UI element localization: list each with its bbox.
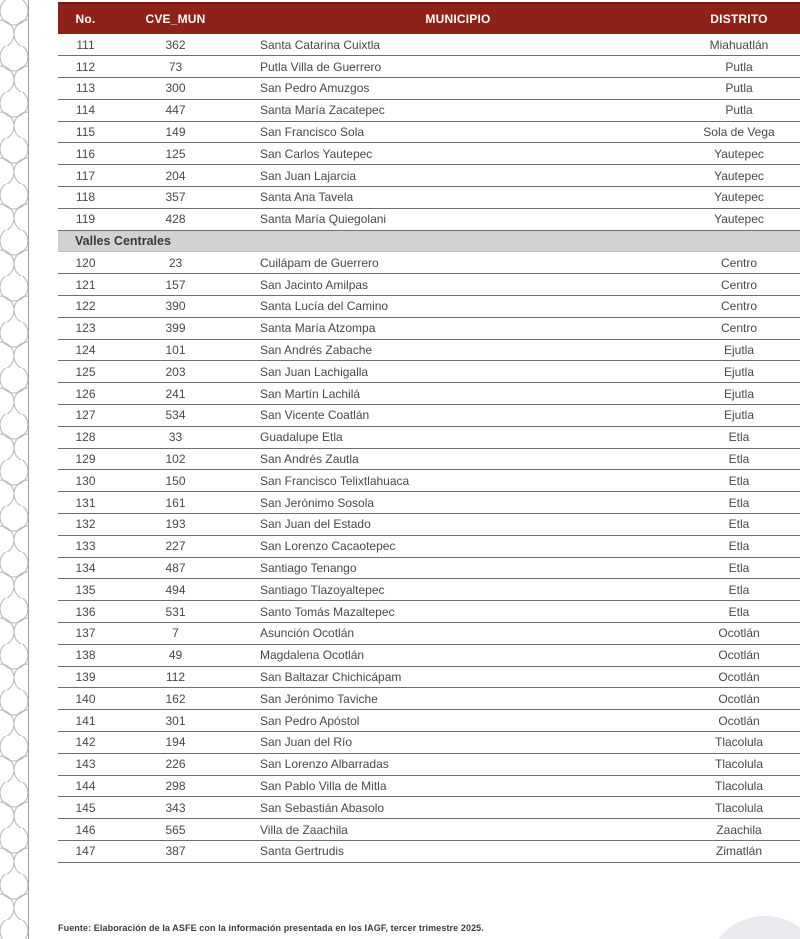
distrito-cell: Yautepec	[678, 208, 800, 230]
cve-cell: 49	[113, 644, 238, 666]
distrito-cell: Etla	[678, 535, 800, 557]
table-row	[58, 252, 800, 274]
no-cell: 140	[58, 688, 113, 710]
municipio-cell: Magdalena Ocotlán	[238, 644, 678, 666]
cve-cell: 7	[113, 623, 238, 645]
cve-cell: 447	[113, 99, 238, 121]
column-header-distrito: DISTRITO	[678, 3, 800, 34]
municipio-cell: San Vicente Coatlán	[238, 405, 678, 427]
distrito-cell: Putla	[678, 56, 800, 78]
municipio-cell: San Sebastián Abasolo	[238, 797, 678, 819]
distrito-cell: Miahuatlán	[678, 34, 800, 56]
table-row	[58, 623, 800, 645]
cve-cell: 226	[113, 753, 238, 775]
no-cell: 142	[58, 732, 113, 754]
no-cell: 114	[58, 99, 113, 121]
table-row	[58, 34, 800, 56]
table-row	[58, 514, 800, 536]
table-header	[58, 3, 800, 34]
no-cell: 116	[58, 143, 113, 165]
no-cell: 111	[58, 34, 113, 56]
cve-cell: 101	[113, 339, 238, 361]
municipalities-table-wrap	[58, 2, 800, 863]
municipio-cell: Santa María Atzompa	[238, 317, 678, 339]
cve-cell: 487	[113, 557, 238, 579]
cve-cell: 227	[113, 535, 238, 557]
no-cell: 126	[58, 383, 113, 405]
distrito-cell: Etla	[678, 601, 800, 623]
table-row	[58, 775, 800, 797]
no-cell: 143	[58, 753, 113, 775]
table-row	[58, 644, 800, 666]
table-row	[58, 753, 800, 775]
no-cell: 112	[58, 56, 113, 78]
distrito-cell: Centro	[678, 274, 800, 296]
municipio-cell: San Juan Lachigalla	[238, 361, 678, 383]
table-row	[58, 535, 800, 557]
municipio-cell: Santa Lucía del Camino	[238, 296, 678, 318]
no-cell: 125	[58, 361, 113, 383]
no-cell: 145	[58, 797, 113, 819]
distrito-cell: Etla	[678, 426, 800, 448]
municipio-cell: San Juan Lajarcia	[238, 165, 678, 187]
table-row	[58, 557, 800, 579]
cve-cell: 390	[113, 296, 238, 318]
distrito-cell: Sola de Vega	[678, 121, 800, 143]
distrito-cell: Centro	[678, 296, 800, 318]
distrito-cell: Centro	[678, 317, 800, 339]
municipalities-table	[58, 2, 800, 863]
cve-cell: 399	[113, 317, 238, 339]
table-row	[58, 187, 800, 209]
cve-cell: 161	[113, 492, 238, 514]
table-row	[58, 732, 800, 754]
distrito-cell: Zaachila	[678, 819, 800, 841]
table-row	[58, 448, 800, 470]
cve-cell: 102	[113, 448, 238, 470]
cve-cell: 241	[113, 383, 238, 405]
no-cell: 128	[58, 426, 113, 448]
distrito-cell: Ocotlán	[678, 666, 800, 688]
distrito-cell: Ocotlán	[678, 623, 800, 645]
no-cell: 134	[58, 557, 113, 579]
no-cell: 132	[58, 514, 113, 536]
distrito-cell: Ocotlán	[678, 644, 800, 666]
header-row	[58, 3, 800, 34]
cve-cell: 357	[113, 187, 238, 209]
table-row	[58, 666, 800, 688]
municipio-cell: Santa Catarina Cuixtla	[238, 34, 678, 56]
distrito-cell: Etla	[678, 492, 800, 514]
municipio-cell: San Jerónimo Sosola	[238, 492, 678, 514]
distrito-cell: Ejutla	[678, 383, 800, 405]
table-row	[58, 383, 800, 405]
table-row	[58, 99, 800, 121]
distrito-cell: Centro	[678, 252, 800, 274]
no-cell: 130	[58, 470, 113, 492]
cve-cell: 565	[113, 819, 238, 841]
cve-cell: 23	[113, 252, 238, 274]
municipio-cell: San Francisco Sola	[238, 121, 678, 143]
table-row	[58, 296, 800, 318]
cve-cell: 343	[113, 797, 238, 819]
municipio-cell: San Pedro Amuzgos	[238, 78, 678, 100]
table-row	[58, 56, 800, 78]
distrito-cell: Etla	[678, 579, 800, 601]
no-cell: 115	[58, 121, 113, 143]
municipio-cell: Guadalupe Etla	[238, 426, 678, 448]
cve-cell: 301	[113, 710, 238, 732]
table-row	[58, 208, 800, 230]
municipio-cell: Santiago Tenango	[238, 557, 678, 579]
table-row	[58, 426, 800, 448]
municipio-cell: San Andrés Zautla	[238, 448, 678, 470]
cve-cell: 193	[113, 514, 238, 536]
table-row	[58, 339, 800, 361]
section-row	[58, 230, 800, 252]
no-cell: 146	[58, 819, 113, 841]
no-cell: 133	[58, 535, 113, 557]
distrito-cell: Ejutla	[678, 405, 800, 427]
table-row	[58, 405, 800, 427]
municipio-cell: San Baltazar Chichicápam	[238, 666, 678, 688]
cve-cell: 362	[113, 34, 238, 56]
municipio-cell: Santo Tomás Mazaltepec	[238, 601, 678, 623]
municipio-cell: San Martín Lachilá	[238, 383, 678, 405]
distrito-cell: Putla	[678, 78, 800, 100]
column-header-no: No.	[58, 3, 113, 34]
cve-cell: 194	[113, 732, 238, 754]
distrito-cell: Ejutla	[678, 361, 800, 383]
table-row	[58, 710, 800, 732]
no-cell: 118	[58, 187, 113, 209]
no-cell: 136	[58, 601, 113, 623]
table-body	[58, 34, 800, 862]
no-cell: 120	[58, 252, 113, 274]
table-row	[58, 274, 800, 296]
cve-cell: 157	[113, 274, 238, 296]
distrito-cell: Ejutla	[678, 339, 800, 361]
municipio-cell: San Pedro Apóstol	[238, 710, 678, 732]
table-row	[58, 579, 800, 601]
municipio-cell: Santa María Quiegolani	[238, 208, 678, 230]
cve-cell: 112	[113, 666, 238, 688]
distrito-cell: Ocotlán	[678, 688, 800, 710]
distrito-cell: Etla	[678, 448, 800, 470]
cve-cell: 387	[113, 840, 238, 862]
corner-circle-decoration	[706, 916, 800, 939]
source-note: Fuente: Elaboración de la ASFE con la información presentada en los IAGF, tercer trimestre 2025.	[58, 923, 484, 933]
municipio-cell: San Juan del Río	[238, 732, 678, 754]
distrito-cell: Tlacolula	[678, 775, 800, 797]
municipio-cell: Villa de Zaachila	[238, 819, 678, 841]
cve-cell: 203	[113, 361, 238, 383]
no-cell: 137	[58, 623, 113, 645]
no-cell: 122	[58, 296, 113, 318]
cve-cell: 73	[113, 56, 238, 78]
cve-cell: 149	[113, 121, 238, 143]
municipio-cell: San Francisco Telixtlahuaca	[238, 470, 678, 492]
distrito-cell: Tlacolula	[678, 732, 800, 754]
table-row	[58, 121, 800, 143]
municipio-cell: San Lorenzo Cacaotepec	[238, 535, 678, 557]
cve-cell: 298	[113, 775, 238, 797]
municipio-cell: San Lorenzo Albarradas	[238, 753, 678, 775]
municipio-cell: Asunción Ocotlán	[238, 623, 678, 645]
cve-cell: 494	[113, 579, 238, 601]
cve-cell: 204	[113, 165, 238, 187]
cve-cell: 33	[113, 426, 238, 448]
table-row	[58, 361, 800, 383]
table-row	[58, 797, 800, 819]
municipio-cell: Santiago Tlazoyaltepec	[238, 579, 678, 601]
distrito-cell: Putla	[678, 99, 800, 121]
cve-cell: 125	[113, 143, 238, 165]
municipio-cell: San Juan del Estado	[238, 514, 678, 536]
no-cell: 119	[58, 208, 113, 230]
municipio-cell: Santa María Zacatepec	[238, 99, 678, 121]
municipio-cell: Santa Gertrudis	[238, 840, 678, 862]
decorative-circles-pattern	[0, 0, 30, 939]
distrito-cell: Etla	[678, 470, 800, 492]
municipio-cell: Cuilápam de Guerrero	[238, 252, 678, 274]
cve-cell: 150	[113, 470, 238, 492]
no-cell: 135	[58, 579, 113, 601]
no-cell: 144	[58, 775, 113, 797]
municipio-cell: San Jacinto Amilpas	[238, 274, 678, 296]
no-cell: 113	[58, 78, 113, 100]
table-row	[58, 317, 800, 339]
distrito-cell: Yautepec	[678, 143, 800, 165]
cve-cell: 162	[113, 688, 238, 710]
column-header-cve-mun: CVE_MUN	[113, 3, 238, 34]
no-cell: 117	[58, 165, 113, 187]
table-row	[58, 688, 800, 710]
cve-cell: 300	[113, 78, 238, 100]
table-row	[58, 492, 800, 514]
no-cell: 141	[58, 710, 113, 732]
no-cell: 124	[58, 339, 113, 361]
distrito-cell: Etla	[678, 514, 800, 536]
cve-cell: 534	[113, 405, 238, 427]
municipio-cell: San Pablo Villa de Mitla	[238, 775, 678, 797]
no-cell: 129	[58, 448, 113, 470]
section-label: Valles Centrales	[58, 230, 800, 252]
no-cell: 147	[58, 840, 113, 862]
municipio-cell: Putla Villa de Guerrero	[238, 56, 678, 78]
municipio-cell: San Andrés Zabache	[238, 339, 678, 361]
municipio-cell: San Carlos Yautepec	[238, 143, 678, 165]
table-row	[58, 143, 800, 165]
table-row	[58, 840, 800, 862]
cve-cell: 531	[113, 601, 238, 623]
distrito-cell: Yautepec	[678, 165, 800, 187]
distrito-cell: Zimatlán	[678, 840, 800, 862]
distrito-cell: Tlacolula	[678, 797, 800, 819]
table-row	[58, 819, 800, 841]
table-row	[58, 78, 800, 100]
distrito-cell: Tlacolula	[678, 753, 800, 775]
cve-cell: 428	[113, 208, 238, 230]
no-cell: 131	[58, 492, 113, 514]
distrito-cell: Ocotlán	[678, 710, 800, 732]
no-cell: 121	[58, 274, 113, 296]
municipio-cell: Santa Ana Tavela	[238, 187, 678, 209]
no-cell: 139	[58, 666, 113, 688]
no-cell: 123	[58, 317, 113, 339]
municipio-cell: San Jerónimo Taviche	[238, 688, 678, 710]
distrito-cell: Yautepec	[678, 187, 800, 209]
table-row	[58, 601, 800, 623]
table-row	[58, 470, 800, 492]
column-header-municipio: MUNICIPIO	[238, 3, 678, 34]
table-row	[58, 165, 800, 187]
distrito-cell: Etla	[678, 557, 800, 579]
no-cell: 127	[58, 405, 113, 427]
no-cell: 138	[58, 644, 113, 666]
